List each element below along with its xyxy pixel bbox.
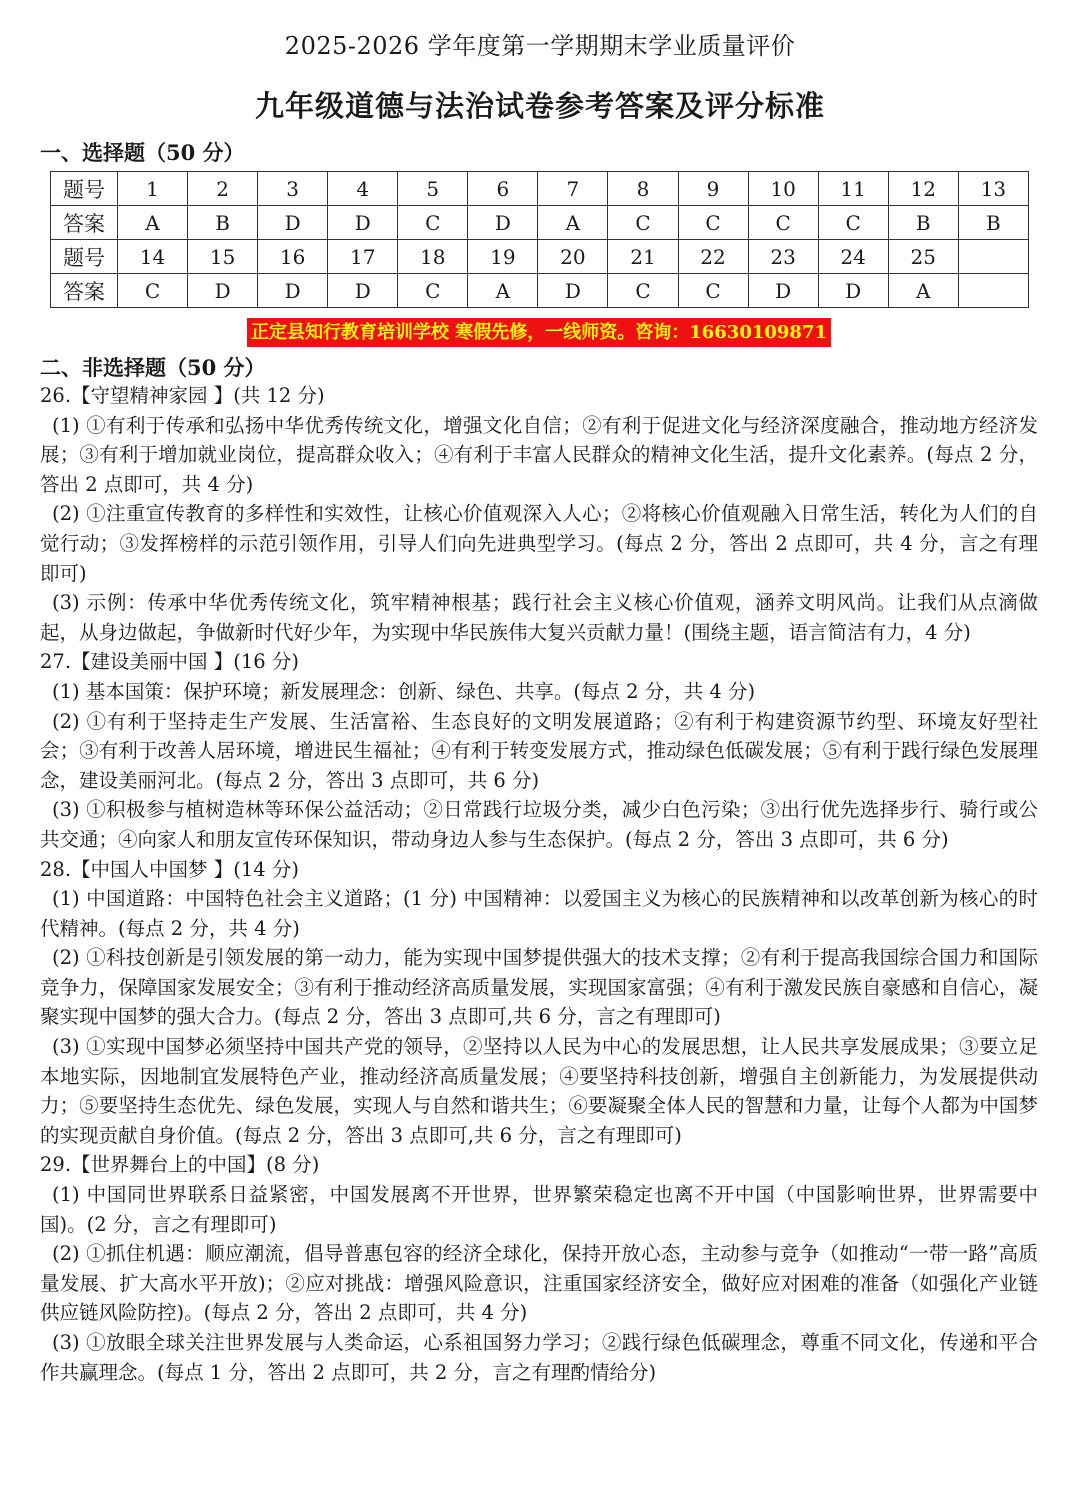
- table-cell: 9: [678, 172, 748, 206]
- table-cell: [958, 274, 1028, 308]
- exam-title: 2025-2026 学年度第一学期期末学业质量评价: [284, 32, 796, 60]
- nonchoice-answers: [40, 381, 1038, 1387]
- table-cell: 11: [818, 172, 888, 206]
- answer-item: (1) ①有利于传承和弘扬中华优秀传统文化，增强文化自信；②有利于促进文化与经济深度融合，推动地方经济发展；③有利于增加就业岗位，提高群众收入；④有利于丰富人民群众的精神文化生活，提升文化素养。(每点 2 分，答出 2 点即可，共 4 分): [40, 413, 1038, 496]
- table-row: [51, 240, 1029, 274]
- answer-item: (2) ①抓住机遇：顺应潮流，倡导普惠包容的经济全球化，保持开放心态，主动参与竞争（如推动“一带一路”高质量发展、扩大高水平开放)；②应对挑战：增强风险意识，注重国家经济安全，做好应对困难的准备（如强化产业链供应链风险防控)。(每点 2 分，答出 2 点即可，共 4 分): [40, 1242, 1038, 1325]
- table-cell: 8: [608, 172, 678, 206]
- table-cell: 25: [888, 240, 958, 274]
- table-cell: D: [748, 274, 818, 308]
- table-cell: 23: [748, 240, 818, 274]
- table-cell: A: [118, 206, 188, 240]
- table-cell: 20: [538, 240, 608, 274]
- table-cell: D: [328, 274, 398, 308]
- answer-item: (3) ①放眼全球关注世界发展与人类命运，心系祖国努力学习；②践行绿色低碳理念，尊重不同文化，传递和平合作共赢理念。(每点 1 分，答出 2 点即可，共 2 分，言之有理酌情给分): [40, 1331, 1038, 1384]
- table-cell: C: [678, 274, 748, 308]
- answer-item: (3) 示例：传承中华优秀传统文化，筑牢精神根基；践行社会主义核心价值观，涵养文明风尚。让我们从点滴做起，从身边做起，争做新时代好少年，为实现中华民族伟大复兴贡献力量！(围绕主题，语言简洁有力，4 分): [40, 591, 1038, 644]
- table-cell: 3: [258, 172, 328, 206]
- table-cell: A: [468, 274, 538, 308]
- table-cell: 13: [958, 172, 1028, 206]
- question-title: 29.【世界舞台上的中国】(8 分): [40, 1153, 320, 1177]
- table-cell: D: [468, 206, 538, 240]
- answer-item: (2) ①科技创新是引领发展的第一动力，能为实现中国梦提供强大的技术支撑；②有利于提高我国综合国力和国际竞争力，保障国家发展安全；③有利于推动经济高质量发展，实现国家富强；④有利于激发民族自豪感和自信心，凝聚实现中国梦的强大合力。(每点 2 分，答出 3 点即可,共 6 分，言之有理即可): [40, 946, 1038, 1029]
- table-cell: D: [188, 274, 258, 308]
- answer-item: (1) 中国道路：中国特色社会主义道路；(1 分) 中国精神：以爱国主义为核心的民族精神和以改革创新为核心的时代精神。(每点 2 分，共 4 分): [40, 887, 1038, 940]
- table-cell: C: [398, 206, 468, 240]
- table-cell: 22: [678, 240, 748, 274]
- table-row: [51, 274, 1029, 308]
- table-cell: C: [748, 206, 818, 240]
- table-cell: 21: [608, 240, 678, 274]
- table-cell: C: [608, 206, 678, 240]
- table-cell: 24: [818, 240, 888, 274]
- table-cell: D: [258, 274, 328, 308]
- answer-item: (2) ①有利于坚持走生产发展、生活富裕、生态良好的文明发展道路；②有利于构建资源节约型、环境友好型社会；③有利于改善人居环境，增进民生福祉；④有利于转变发展方式，推动绿色低碳发展；⑤有利于践行绿色发展理念，建设美丽河北。(每点 2 分，答出 3 点即可，共 6 分): [40, 709, 1038, 792]
- row-label: 答案: [51, 206, 118, 240]
- table-row: [51, 172, 1029, 206]
- answer-item: (1) 基本国策：保护环境；新发展理念：创新、绿色、共享。(每点 2 分，共 4 分): [52, 679, 756, 703]
- table-cell: B: [188, 206, 258, 240]
- table-cell: 5: [398, 172, 468, 206]
- table-row: [51, 206, 1029, 240]
- ad-banner: 正定县知行教育培训学校 寒假先修，一线师资。咨询：16630109871: [247, 318, 831, 347]
- answer-item: (3) ①积极参与植树造林等环保公益活动；②日常践行垃圾分类，减少白色污染；③出行优先选择步行、骑行或公共交通；④向家人和朋友宣传环保知识，带动身边人参与生态保护。(每点 2 分，答出 3 点即可，共 6 分): [40, 798, 1038, 851]
- page-title: 九年级道德与法治试卷参考答案及评分标准: [254, 89, 825, 123]
- table-cell: D: [538, 274, 608, 308]
- question-title: 28.【中国人中国梦 】(14 分): [40, 857, 299, 881]
- table-cell: 17: [328, 240, 398, 274]
- question-title: 27.【建设美丽中国 】(16 分): [40, 650, 299, 674]
- table-cell: C: [398, 274, 468, 308]
- table-cell: C: [818, 206, 888, 240]
- table-cell: [958, 240, 1028, 274]
- table-cell: 12: [888, 172, 958, 206]
- table-cell: 1: [118, 172, 188, 206]
- section-heading-nonchoice: 二、非选择题（50 分）: [40, 355, 266, 380]
- table-cell: B: [888, 206, 958, 240]
- table-cell: D: [818, 274, 888, 308]
- table-cell: 19: [468, 240, 538, 274]
- section-heading-choice: 一、选择题（50 分）: [40, 140, 245, 165]
- table-cell: 18: [398, 240, 468, 274]
- table-cell: 6: [468, 172, 538, 206]
- table-cell: 10: [748, 172, 818, 206]
- table-cell: 2: [188, 172, 258, 206]
- table-cell: C: [608, 274, 678, 308]
- table-cell: A: [538, 206, 608, 240]
- table-cell: A: [888, 274, 958, 308]
- table-cell: 15: [188, 240, 258, 274]
- table-cell: D: [258, 206, 328, 240]
- table-cell: C: [118, 274, 188, 308]
- table-cell: 4: [328, 172, 398, 206]
- row-label: 题号: [51, 172, 118, 206]
- table-cell: D: [328, 206, 398, 240]
- row-label: 题号: [51, 240, 118, 274]
- table-cell: 14: [118, 240, 188, 274]
- table-cell: C: [678, 206, 748, 240]
- question-title: 26.【守望精神家园 】(共 12 分): [40, 384, 325, 407]
- table-cell: 16: [258, 240, 328, 274]
- table-cell: 7: [538, 172, 608, 206]
- choice-answer-table: [50, 171, 1029, 308]
- row-label: 答案: [51, 274, 118, 308]
- answer-item: (1) 中国同世界联系日益紧密，中国发展离不开世界，世界繁荣稳定也离不开中国（中国影响世界，世界需要中国)。(2 分，言之有理即可): [40, 1183, 1038, 1236]
- answer-item: (3) ①实现中国梦必须坚持中国共产党的领导，②坚持以人民为中心的发展思想，让人民共享发展成果；③要立足本地实际，因地制宜发展特色产业，推动经济高质量发展；④要坚持科技创新，增强自主创新能力，为发展提供动力；⑤要坚持生态优先、绿色发展，实现人与自然和谐共生；⑥要凝聚全体人民的智慧和力量，让每个人都为中国梦的实现贡献自身价值。(每点 2 分，答出 3 点即可,共 6 分，言之有理即可): [40, 1035, 1038, 1147]
- table-cell: B: [958, 206, 1028, 240]
- answer-item: (2) ①注重宣传教育的多样性和实效性，让核心价值观深入人心；②将核心价值观融入日常生活，转化为人们的自觉行动；③发挥榜样的示范引领作用，引导人们向先进典型学习。(每点 2 分，答出 2 点即可，共 4 分，言之有理即可): [40, 502, 1038, 585]
